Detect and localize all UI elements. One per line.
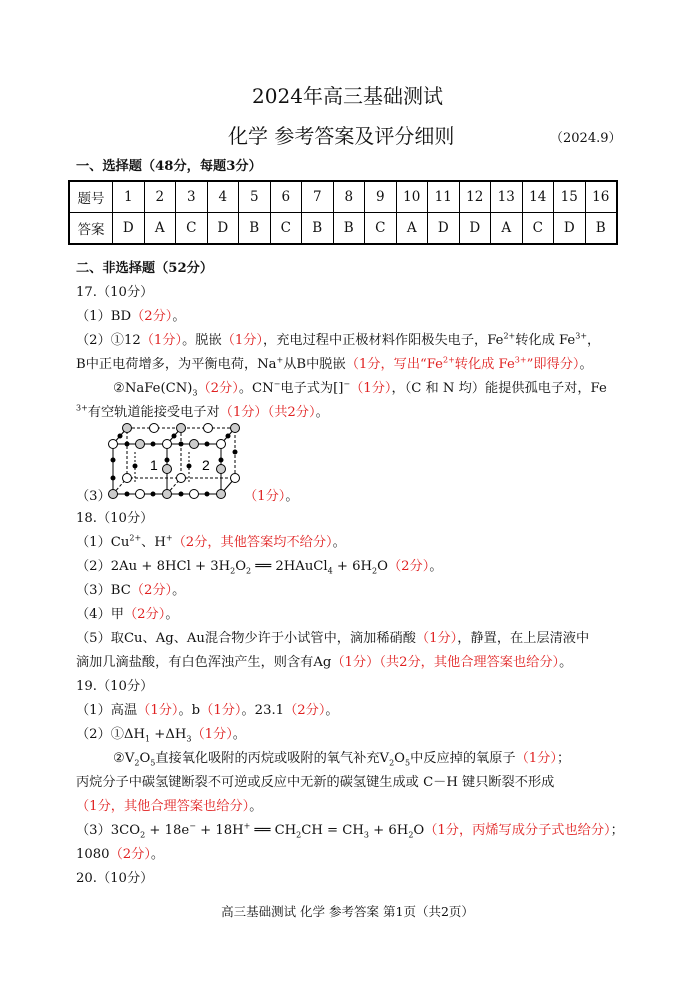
row-label-answer: 答案 <box>69 213 113 245</box>
table-row-numbers <box>69 181 617 213</box>
q18-part3: （3）BC（2分）。 <box>76 583 186 598</box>
question-number-cell: 10 <box>396 181 428 213</box>
q19-heading: 19.（10分） <box>76 679 154 694</box>
answer-cell: B <box>302 213 334 245</box>
q18-part5-line1: （5）取Cu、Ag、Au混合物少许于小试管中，滴加稀硝酸（1分），静置，在上层清液中 <box>76 631 590 646</box>
q17-part2-line2: B中正电荷增多，为平衡电荷，Na+从B中脱嵌（1分，写出“$Fe^{2+}$转化成 $Fe^{3+}$”即得分）。 <box>76 355 593 372</box>
answer-cell: A <box>491 213 523 245</box>
answer-cell: C <box>365 213 397 245</box>
answer-cell: A <box>144 213 176 245</box>
page-footer: 高三基础测试 化学 参考答案 第1页（共2页） <box>221 904 474 919</box>
answer-cell: D <box>113 213 145 245</box>
question-number-cell: 12 <box>459 181 491 213</box>
test-date: （2024.9） <box>550 131 622 146</box>
q19-part2-2-line1: $②V_2O_5$直接氧化吸附的丙烷或吸附的氧气补充$V_2O_5$中反应掉的氧原子（1分）； <box>113 751 571 768</box>
question-number-cell: 9 <box>365 181 397 213</box>
q19-part3-answer: 1080（2分）。 <box>76 847 165 862</box>
answer-cell: D <box>459 213 491 245</box>
answer-cell: C <box>176 213 208 245</box>
answer-cell: D <box>428 213 460 245</box>
question-number-cell: 13 <box>491 181 523 213</box>
q19-part1: （1）高温（1分）。b（1分）。23.1（2分）。 <box>76 703 339 718</box>
answer-cell: D <box>207 213 239 245</box>
q17-part3-score: （1分）。 <box>244 489 299 504</box>
question-number-cell: 11 <box>428 181 460 213</box>
answer-cell: D <box>554 213 586 245</box>
q18-part5-line2: 滴加几滴盐酸，有白色浑浊产生，则含有Ag（1分）（共2分，其他合理答案也给分）。 <box>76 655 573 670</box>
answer-table <box>68 180 618 245</box>
q18-heading: 18.（10分） <box>76 511 154 526</box>
question-number-cell: 7 <box>302 181 334 213</box>
q19-part2: $(2)①\Delta H_1 +\Delta H_3(1$分）。 <box>76 727 246 744</box>
q19-part3: $(3)3CO_2 + 18e^- + 18H^+$ ══ $CH_2CH = CH_3 + 6H_2O(1$分，丙烯写成分子式也给分）； <box>76 821 624 840</box>
question-number-cell: 5 <box>239 181 271 213</box>
q17-part2-line3: $②NaFe(CN)_3(2$分）。CN−电子式为[]−（1分），（C 和 N 均）能提供孤电子对，Fe <box>113 379 607 398</box>
question-number-cell: 8 <box>333 181 365 213</box>
answer-cell: B <box>585 213 617 245</box>
question-number-cell: 2 <box>144 181 176 213</box>
question-number-cell: 4 <box>207 181 239 213</box>
section2-heading: 二、非选择题（52分） <box>76 261 214 276</box>
answer-cell: A <box>396 213 428 245</box>
q17-heading: 17.（10分） <box>76 285 154 300</box>
answer-cell: B <box>333 213 365 245</box>
answer-cell: B <box>239 213 271 245</box>
crystal-structure-figure <box>105 420 245 502</box>
q18-part4: （4）甲（2分）。 <box>76 607 179 622</box>
question-number-cell: 3 <box>176 181 208 213</box>
answer-cell: C <box>522 213 554 245</box>
section1-heading: 一、选择题（48分，每题3分） <box>76 159 262 174</box>
page-subtitle: 化学 参考答案及评分细则 <box>228 124 455 148</box>
q17-part2-line1: （2）①12（1分）。脱嵌（1分），充电过程中正极材料作阳极失电子，$Fe^{2+}$转化成 $Fe^{3+}$， <box>76 331 601 348</box>
q20-heading: 20.（10分） <box>76 871 154 886</box>
q18-part1: $(1)Cu^{2+}$、H+（2分，其他答案均不给分）。 <box>76 533 346 550</box>
question-number-cell: 14 <box>522 181 554 213</box>
q18-part2: $(2)2Au + 8HCl + 3H_2O_2$ ══ 2HAuCl$_4$ + $6H_2O(2$分）。 <box>76 559 443 576</box>
q19-part2-2-line2: 丙烷分子中碳氢键断裂不可逆或反应中无新的碳氢键生成或 C－H 键只断裂不形成 <box>76 775 555 790</box>
row-label-question: 题号 <box>69 181 113 213</box>
answer-cell: C <box>270 213 302 245</box>
figure-label-2: 2 <box>202 457 210 473</box>
q19-part2-2-line3: （1分，其他合理答案也给分）。 <box>76 799 263 814</box>
question-number-cell: 1 <box>113 181 145 213</box>
question-number-cell: 6 <box>270 181 302 213</box>
q17-part3: （3） <box>76 489 111 504</box>
table-row-answers <box>69 213 617 245</box>
q17-part1: （1）BD（2分）。 <box>76 309 186 324</box>
question-number-cell: 16 <box>585 181 617 213</box>
question-number-cell: 15 <box>554 181 586 213</box>
q17-part2-line4: $^{3+}$有空轨道能接受电子对（1分）（共2分）。 <box>76 403 329 420</box>
figure-label-1: 1 <box>150 457 158 473</box>
page-title: 2024年高三基础测试 <box>252 84 443 108</box>
